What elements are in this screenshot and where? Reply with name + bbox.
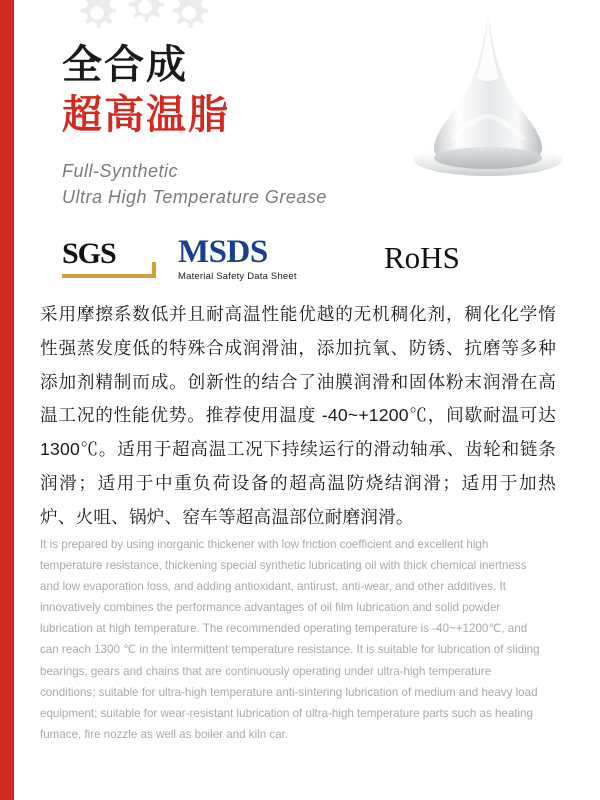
product-image [392,8,582,178]
sgs-logo-label: SGS [62,237,116,270]
title-block [62,40,402,210]
rohs-logo [384,240,460,276]
msds-logo [178,235,364,282]
page-subtitle-en [62,158,402,210]
gear-icon [74,0,120,36]
sgs-logo-tick [152,262,156,278]
msds-logo-label: MSDS [178,233,268,270]
gear-icon [122,0,168,30]
page-subtitle-en-line2: Ultra High Temperature Grease [62,187,327,208]
gear-icon [166,0,212,36]
msds-logo-sublabel: Material Safety Data Sheet [178,270,297,282]
page-subtitle-en-line1: Full-Synthetic [62,161,179,181]
left-accent-bar [0,0,14,800]
sgs-logo [62,236,158,280]
rohs-logo-label: RoHS [384,240,460,275]
description-chinese: 采用摩擦系数低并且耐高温性能优越的无机稠化剂，稠化化学惰性强蒸发度低的特殊合成润滑油，添加抗氧、防锈、抗磨等多种添加剂精制而成。创新性的结合了油膜润滑和固体粉末润滑在高温工况的性能优势。推荐使用温度 -40~+1200℃，间歇耐温可达 1300℃。适用于超高温工况下持续运行的滑动轴承、齿轮和链条润滑；适用于中重负荷设备的超高温防烧结润滑；适用于加热炉、火咀、锅炉、窑车等超高温部位耐磨润滑。 [40,304,556,527]
page-title-cn-line1: 全合成 [62,43,188,87]
certification-logos [62,232,542,284]
description-english: It is prepared by using inorganic thickener with low friction coefficient and excellent high temperature resistance, thickening special synthetic lubricating oil with thick chemical inertness and low evaporation loss, and adding antioxidant, antirust, anti-wear, and other additives. It innovatively combines the performance advantages of oil film lubrication and solid powder lubrication at high temperature. The recommended operating temperature is -40~+1200℃, and can reach 1300 ℃ in the intermittent temperature resistance. It is suitable for lubrication of sliding bearings, gears and chains that are continuously operating under ultra-high temperature conditions; suitable for ultra-high temperature anti-sintering lubrication of medium and heavy load equipment; suitable for wear-resistant lubrication of ultra-high temperature parts such as heating fumace, fire nozzle as well as boiler and kiln car. [40,538,540,741]
sgs-logo-bar [62,274,154,278]
page-title-cn-line2: 超高温脂 [62,93,230,137]
